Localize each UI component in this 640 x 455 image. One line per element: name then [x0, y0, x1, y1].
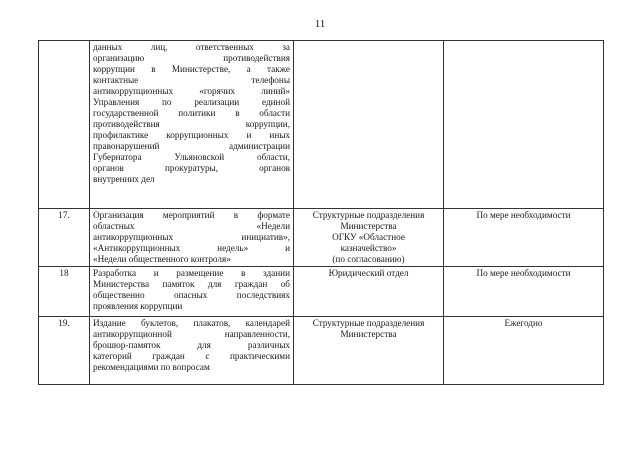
responsible-line: Министерства: [340, 329, 397, 339]
responsible-line: казначейство»: [340, 243, 397, 253]
activity-line: проявления коррупции: [93, 301, 183, 311]
activity-line: антикоррупционной направленности,: [93, 329, 290, 339]
deadline-cell: По мере необходимости: [444, 267, 604, 317]
row-number: 18: [39, 267, 90, 317]
activity-line: Разработка и размещение в здании: [93, 268, 290, 278]
activity-line: Губернатора Ульяновской области,: [93, 152, 290, 162]
table-row: [39, 209, 604, 267]
activity-line: противодействия коррупции,: [93, 119, 290, 129]
activity-line: Управления по реализации единой: [93, 97, 290, 107]
activity-line: органов прокуратуры, органов: [93, 163, 290, 173]
table-row: [39, 41, 604, 209]
table-row: [39, 317, 604, 385]
responsible-line: Структурные подразделения: [312, 210, 425, 220]
activity-cell: [90, 317, 294, 385]
activity-line: антикоррупционных «горячих линий»: [93, 86, 290, 96]
activity-line: профилактике коррупционных и иных: [93, 130, 290, 140]
activity-line: контактные телефоны: [93, 75, 290, 85]
activity-line: общественно опасных последствиях: [93, 290, 290, 300]
activity-line: Министерства памяток для граждан об: [93, 279, 290, 289]
activity-cell: [90, 267, 294, 317]
activity-line: брошюр-памяток для различных: [93, 340, 290, 350]
activity-line: государственной политики в области: [93, 108, 290, 118]
deadline-cell: Ежегодно: [444, 317, 604, 385]
responsible-cell: [294, 41, 444, 209]
deadline-cell: По мере необходимости: [444, 209, 604, 267]
row-number: 19.: [39, 317, 90, 385]
activity-line: Издание буклетов, плакатов, календарей: [93, 318, 290, 328]
responsible-line: ОГКУ «Областное: [332, 232, 405, 242]
responsible-cell: [294, 267, 444, 317]
row-number: [39, 41, 90, 209]
activity-cell: [90, 41, 294, 209]
responsible-line: Министерства: [340, 221, 397, 231]
page-number: 11: [314, 18, 326, 30]
responsible-line: (по согласованию): [332, 254, 405, 264]
activity-line: внутренних дел: [93, 174, 155, 184]
activity-line: «Недели общественного контроля»: [93, 254, 231, 264]
responsible-cell: [294, 209, 444, 267]
activity-line: организацию противодействия: [93, 53, 290, 63]
activity-line: антикоррупционных инициатив»,: [93, 232, 290, 242]
table-row: [39, 267, 604, 317]
activity-cell: [90, 209, 294, 267]
activity-line: коррупции в Министерстве, а также: [93, 64, 290, 74]
responsible-line: Юридический отдел: [328, 268, 409, 278]
measures-table: [38, 40, 604, 385]
deadline-cell: [444, 41, 604, 209]
activity-line: Организация мероприятий в формате: [93, 210, 290, 220]
activity-line: «Антикоррупционных недель» и: [93, 243, 290, 253]
activity-line: областных «Недели: [93, 221, 290, 231]
activity-line: правонарушений администрации: [93, 141, 290, 151]
activity-line: рекомендациями по вопросам: [93, 362, 210, 372]
row-number: 17.: [39, 209, 90, 267]
responsible-line: Структурные подразделения: [312, 318, 425, 328]
activity-line: категорий граждан с практическими: [93, 351, 290, 361]
responsible-cell: [294, 317, 444, 385]
activity-line: данных лиц, ответственных за: [93, 42, 290, 52]
